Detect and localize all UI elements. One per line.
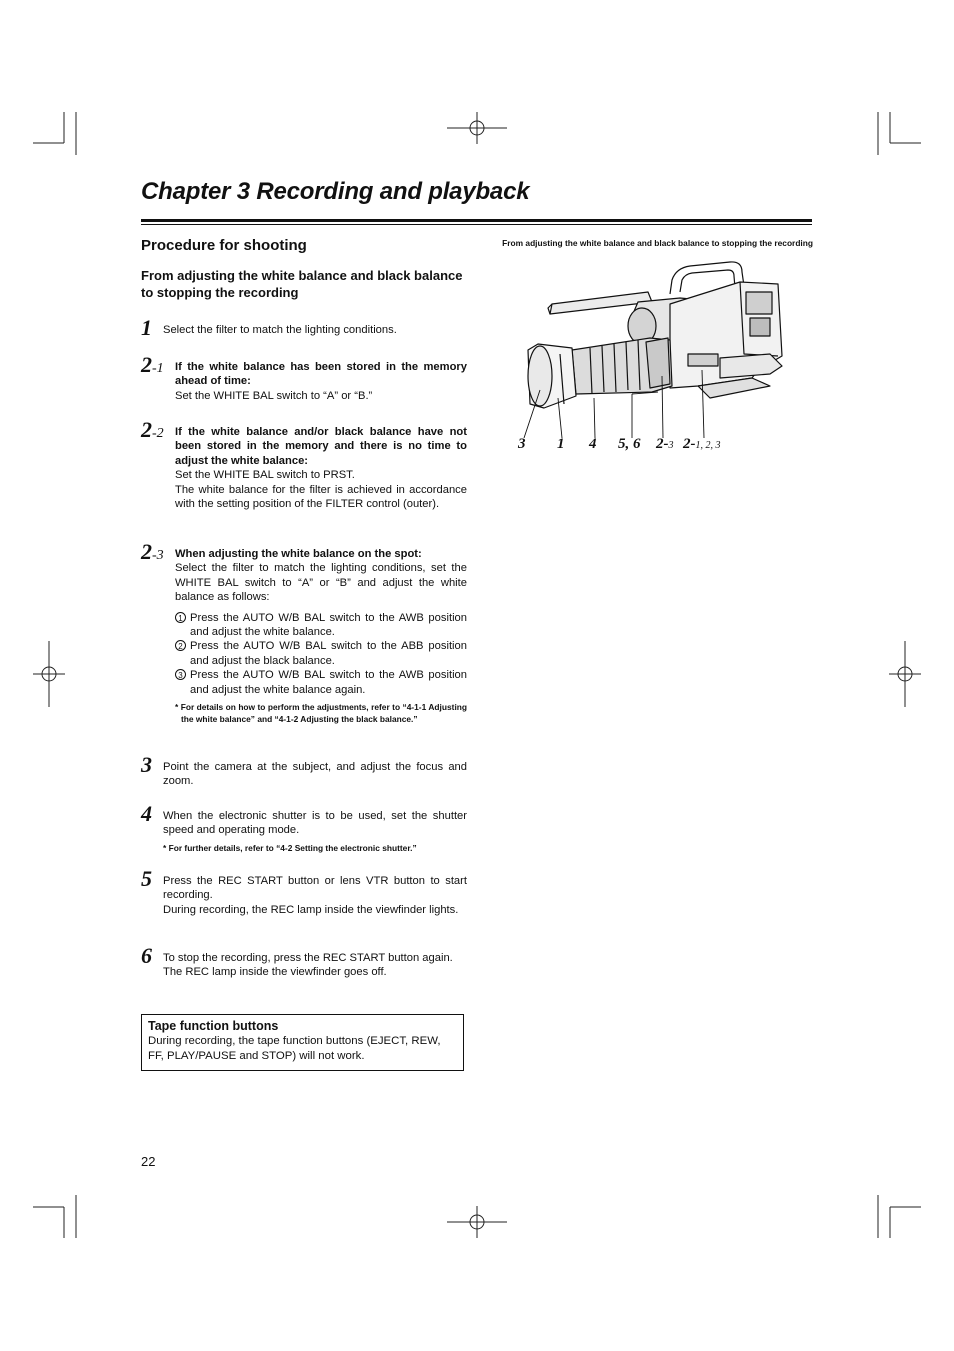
- circled-number: 3: [175, 669, 186, 680]
- step-number: 6: [141, 943, 152, 968]
- step-text-2: The REC lamp inside the viewfinder goes off.: [163, 966, 387, 979]
- figure-callout-2-123: 2-1, 2, 3: [683, 436, 721, 452]
- page-number: 22: [141, 1154, 156, 1169]
- step-text: When the electronic shutter is to be used, set the shutter speed and operating mode.: [163, 810, 467, 837]
- tape-function-note-box: [141, 1014, 464, 1071]
- step-text-2: The white balance for the filter is achieved in accordance with the setting position of the FILTER control (outer).: [175, 483, 467, 511]
- step-number: 5: [141, 866, 152, 891]
- header-rule: [141, 219, 812, 222]
- substep-list: [175, 611, 467, 697]
- step-3: [141, 752, 467, 789]
- step-2-2: [141, 417, 467, 511]
- step-number: 2-2: [141, 417, 164, 442]
- reference-note: * For further details, refer to “4-2 Setting the electronic shutter.”: [163, 842, 417, 853]
- procedure-subtitle: From adjusting the white balance and black balance to stopping the recording: [141, 268, 463, 300]
- step-text: Select the filter to match the lighting conditions.: [163, 324, 397, 336]
- figure-callout-4: 4: [589, 436, 597, 452]
- circled-number: 2: [175, 640, 186, 651]
- step-2-3: [141, 539, 467, 725]
- figure-callout-1: 1: [557, 436, 565, 452]
- step-text: Set the WHITE BAL switch to “A” or “B.”: [175, 389, 373, 402]
- step-number: 4: [141, 801, 152, 826]
- step-text: To stop the recording, press the REC START button again.: [163, 952, 453, 964]
- step-text: Press the REC START button or lens VTR button to start recording.: [163, 875, 467, 902]
- step-text: Set the WHITE BAL switch to PRST.: [175, 469, 355, 482]
- step-number: 2-3: [141, 539, 164, 564]
- figure-callout-5-6: 5, 6: [618, 436, 641, 452]
- step-number: 1: [141, 315, 152, 340]
- chapter-title: Chapter 3 Recording and playback: [141, 178, 530, 205]
- step-number: 2-1: [141, 352, 164, 377]
- figure-caption: From adjusting the white balance and black balance to stopping the recording: [502, 238, 813, 248]
- note-title: Tape function buttons: [148, 1019, 279, 1033]
- reference-note: * For details on how to perform the adjustments, refer to “4-1-1 Adjusting the white balance” and “4-1-2 Adjusting the black balance.”: [175, 702, 467, 724]
- figure-callout-3: 3: [518, 436, 526, 452]
- step-heading: If the white balance and/or black balance have not been stored in the memory and there is no time to adjust the white balance:: [175, 426, 467, 467]
- camera-illustration: [520, 258, 790, 438]
- list-item: 3 Press the AUTO W/B BAL switch to the AWB position and adjust the white balance again.: [175, 668, 467, 697]
- figure-callout-2-3: 2-3: [656, 436, 674, 452]
- step-text: Point the camera at the subject, and adjust the focus and zoom.: [163, 761, 467, 788]
- step-1: [141, 315, 467, 340]
- step-4: [141, 801, 467, 854]
- note-text: During recording, the tape function buttons (EJECT, REW, FF, PLAY/PAUSE and STOP) will not work.: [148, 1035, 441, 1062]
- step-2-1: [141, 352, 467, 403]
- step-text-2: During recording, the REC lamp inside the viewfinder lights.: [163, 903, 459, 916]
- step-5: [141, 866, 467, 917]
- step-number: 3: [141, 752, 152, 777]
- list-item: 2 Press the AUTO W/B BAL switch to the ABB position and adjust the black balance.: [175, 639, 467, 668]
- list-item: 1 Press the AUTO W/B BAL switch to the AWB position and adjust the white balance.: [175, 611, 467, 640]
- circled-number: 1: [175, 612, 186, 623]
- step-text: Select the filter to match the lighting conditions, set the WHITE BAL switch to “A” or “B” and adjust the white balance as follows:: [175, 562, 467, 604]
- section-title: Procedure for shooting: [141, 237, 307, 254]
- step-6: [141, 943, 467, 980]
- step-heading: When adjusting the white balance on the spot:: [175, 548, 422, 560]
- step-heading: If the white balance has been stored in the memory ahead of time:: [175, 361, 467, 388]
- header-rule-thin: [141, 224, 812, 225]
